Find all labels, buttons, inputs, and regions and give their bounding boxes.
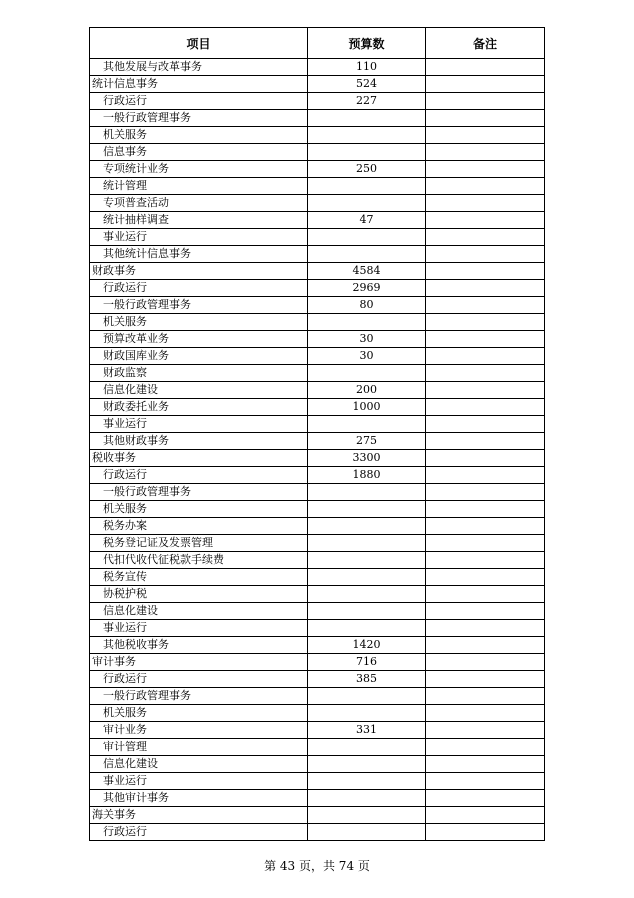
row-item-name: 统计信息事务 <box>90 76 308 93</box>
table-row <box>90 552 545 569</box>
row-budget-amount <box>308 773 426 790</box>
table-row <box>90 450 545 467</box>
table-row <box>90 620 545 637</box>
row-remark <box>426 280 545 297</box>
table-row <box>90 705 545 722</box>
table-row <box>90 603 545 620</box>
row-remark <box>426 59 545 76</box>
row-item-name: 代扣代收代征税款手续费 <box>90 552 308 569</box>
row-item-name: 事业运行 <box>90 620 308 637</box>
row-remark <box>426 773 545 790</box>
table-row <box>90 212 545 229</box>
row-item-name: 一般行政管理事务 <box>90 484 308 501</box>
table-row <box>90 518 545 535</box>
table-row <box>90 824 545 841</box>
row-remark <box>426 297 545 314</box>
row-remark <box>426 722 545 739</box>
table-row <box>90 178 545 195</box>
row-item-name: 行政运行 <box>90 671 308 688</box>
table-row <box>90 773 545 790</box>
row-remark <box>426 535 545 552</box>
row-item-name: 预算改革业务 <box>90 331 308 348</box>
row-remark <box>426 518 545 535</box>
table-row <box>90 110 545 127</box>
row-item-name: 行政运行 <box>90 824 308 841</box>
row-item-name: 信息化建设 <box>90 603 308 620</box>
row-budget-amount: 250 <box>308 161 426 178</box>
row-item-name: 其他税收事务 <box>90 637 308 654</box>
table-row <box>90 365 545 382</box>
row-budget-amount: 3300 <box>308 450 426 467</box>
row-remark <box>426 399 545 416</box>
row-budget-amount <box>308 518 426 535</box>
row-budget-amount <box>308 705 426 722</box>
row-item-name: 信息化建设 <box>90 382 308 399</box>
row-remark <box>426 331 545 348</box>
row-item-name: 信息化建设 <box>90 756 308 773</box>
row-item-name: 审计事务 <box>90 654 308 671</box>
table-row <box>90 76 545 93</box>
row-budget-amount <box>308 195 426 212</box>
row-remark <box>426 467 545 484</box>
table-row <box>90 348 545 365</box>
row-budget-amount: 227 <box>308 93 426 110</box>
row-item-name: 财政委托业务 <box>90 399 308 416</box>
row-budget-amount <box>308 535 426 552</box>
row-budget-amount <box>308 688 426 705</box>
row-remark <box>426 739 545 756</box>
row-budget-amount: 4584 <box>308 263 426 280</box>
table-row <box>90 739 545 756</box>
row-remark <box>426 433 545 450</box>
row-item-name: 统计抽样调查 <box>90 212 308 229</box>
row-remark <box>426 195 545 212</box>
table-row <box>90 416 545 433</box>
row-item-name: 信息事务 <box>90 144 308 161</box>
row-item-name: 机关服务 <box>90 314 308 331</box>
row-item-name: 一般行政管理事务 <box>90 688 308 705</box>
row-budget-amount: 275 <box>308 433 426 450</box>
row-item-name: 其他财政事务 <box>90 433 308 450</box>
row-item-name: 财政国库业务 <box>90 348 308 365</box>
row-remark <box>426 365 545 382</box>
row-remark <box>426 807 545 824</box>
row-budget-amount <box>308 110 426 127</box>
row-budget-amount <box>308 365 426 382</box>
row-remark <box>426 569 545 586</box>
row-budget-amount <box>308 178 426 195</box>
row-item-name: 事业运行 <box>90 229 308 246</box>
row-remark <box>426 178 545 195</box>
row-remark <box>426 586 545 603</box>
row-remark <box>426 263 545 280</box>
row-budget-amount <box>308 739 426 756</box>
row-item-name: 机关服务 <box>90 705 308 722</box>
table-row <box>90 484 545 501</box>
row-item-name: 机关服务 <box>90 501 308 518</box>
row-budget-amount <box>308 127 426 144</box>
row-item-name: 行政运行 <box>90 280 308 297</box>
table-row <box>90 280 545 297</box>
table-row <box>90 501 545 518</box>
row-item-name: 其他审计事务 <box>90 790 308 807</box>
row-item-name: 税务宣传 <box>90 569 308 586</box>
row-item-name: 事业运行 <box>90 416 308 433</box>
row-remark <box>426 161 545 178</box>
header-amount: 预算数 <box>308 28 426 59</box>
row-budget-amount: 385 <box>308 671 426 688</box>
row-item-name: 专项统计业务 <box>90 161 308 178</box>
row-item-name: 财政监察 <box>90 365 308 382</box>
row-budget-amount <box>308 314 426 331</box>
table-row <box>90 688 545 705</box>
row-item-name: 一般行政管理事务 <box>90 297 308 314</box>
row-budget-amount: 331 <box>308 722 426 739</box>
row-budget-amount <box>308 552 426 569</box>
row-remark <box>426 688 545 705</box>
row-budget-amount: 1000 <box>308 399 426 416</box>
row-remark <box>426 348 545 365</box>
row-remark <box>426 246 545 263</box>
row-remark <box>426 603 545 620</box>
budget-table <box>89 27 545 841</box>
row-item-name: 税务登记证及发票管理 <box>90 535 308 552</box>
row-item-name: 行政运行 <box>90 467 308 484</box>
row-remark <box>426 620 545 637</box>
row-budget-amount <box>308 620 426 637</box>
row-budget-amount: 1880 <box>308 467 426 484</box>
row-budget-amount <box>308 603 426 620</box>
table-row <box>90 246 545 263</box>
row-item-name: 事业运行 <box>90 773 308 790</box>
row-budget-amount <box>308 756 426 773</box>
row-budget-amount <box>308 501 426 518</box>
row-item-name: 统计管理 <box>90 178 308 195</box>
table-header <box>90 28 545 59</box>
row-budget-amount <box>308 586 426 603</box>
header-row <box>90 28 545 59</box>
row-budget-amount: 200 <box>308 382 426 399</box>
table-row <box>90 263 545 280</box>
table-row <box>90 807 545 824</box>
row-budget-amount <box>308 790 426 807</box>
table-row <box>90 756 545 773</box>
table-row <box>90 637 545 654</box>
row-item-name: 专项普查活动 <box>90 195 308 212</box>
table-row <box>90 382 545 399</box>
table-row <box>90 331 545 348</box>
row-item-name: 协税护税 <box>90 586 308 603</box>
row-budget-amount: 80 <box>308 297 426 314</box>
row-budget-amount <box>308 246 426 263</box>
row-budget-amount <box>308 416 426 433</box>
table-row <box>90 297 545 314</box>
row-item-name: 海关事务 <box>90 807 308 824</box>
row-remark <box>426 127 545 144</box>
table-row <box>90 722 545 739</box>
row-budget-amount <box>308 484 426 501</box>
row-item-name: 税务办案 <box>90 518 308 535</box>
row-remark <box>426 552 545 569</box>
table-row <box>90 654 545 671</box>
row-item-name: 财政事务 <box>90 263 308 280</box>
row-remark <box>426 824 545 841</box>
row-item-name: 一般行政管理事务 <box>90 110 308 127</box>
row-item-name: 其他发展与改革事务 <box>90 59 308 76</box>
row-item-name: 税收事务 <box>90 450 308 467</box>
row-budget-amount: 1420 <box>308 637 426 654</box>
row-budget-amount: 2969 <box>308 280 426 297</box>
row-remark <box>426 705 545 722</box>
table-row <box>90 59 545 76</box>
row-item-name: 行政运行 <box>90 93 308 110</box>
row-item-name: 其他统计信息事务 <box>90 246 308 263</box>
row-budget-amount <box>308 807 426 824</box>
page-number: 第 43 页，共 74 页 <box>264 859 370 873</box>
table-row <box>90 671 545 688</box>
row-item-name: 机关服务 <box>90 127 308 144</box>
row-budget-amount: 524 <box>308 76 426 93</box>
row-remark <box>426 637 545 654</box>
row-remark <box>426 314 545 331</box>
row-remark <box>426 484 545 501</box>
row-remark <box>426 212 545 229</box>
table-row <box>90 93 545 110</box>
table-row <box>90 144 545 161</box>
row-budget-amount: 30 <box>308 348 426 365</box>
table-row <box>90 790 545 807</box>
row-budget-amount <box>308 229 426 246</box>
row-budget-amount <box>308 569 426 586</box>
row-remark <box>426 229 545 246</box>
row-budget-amount: 716 <box>308 654 426 671</box>
row-remark <box>426 93 545 110</box>
row-remark <box>426 671 545 688</box>
table-row <box>90 127 545 144</box>
row-remark <box>426 382 545 399</box>
table-row <box>90 195 545 212</box>
row-budget-amount <box>308 144 426 161</box>
table-row <box>90 314 545 331</box>
row-remark <box>426 110 545 127</box>
row-remark <box>426 144 545 161</box>
row-budget-amount: 47 <box>308 212 426 229</box>
table-row <box>90 433 545 450</box>
row-remark <box>426 501 545 518</box>
row-item-name: 审计管理 <box>90 739 308 756</box>
row-remark <box>426 654 545 671</box>
header-remark: 备注 <box>426 28 545 59</box>
row-budget-amount <box>308 824 426 841</box>
header-item: 项目 <box>90 28 308 59</box>
row-remark <box>426 790 545 807</box>
table-row <box>90 535 545 552</box>
row-item-name: 审计业务 <box>90 722 308 739</box>
row-remark <box>426 756 545 773</box>
table-row <box>90 399 545 416</box>
row-remark <box>426 416 545 433</box>
row-budget-amount: 110 <box>308 59 426 76</box>
row-remark <box>426 450 545 467</box>
row-remark <box>426 76 545 93</box>
table-body <box>90 59 545 841</box>
table-row <box>90 229 545 246</box>
table-row <box>90 161 545 178</box>
row-budget-amount: 30 <box>308 331 426 348</box>
table-row <box>90 569 545 586</box>
table-row <box>90 467 545 484</box>
table-row <box>90 586 545 603</box>
